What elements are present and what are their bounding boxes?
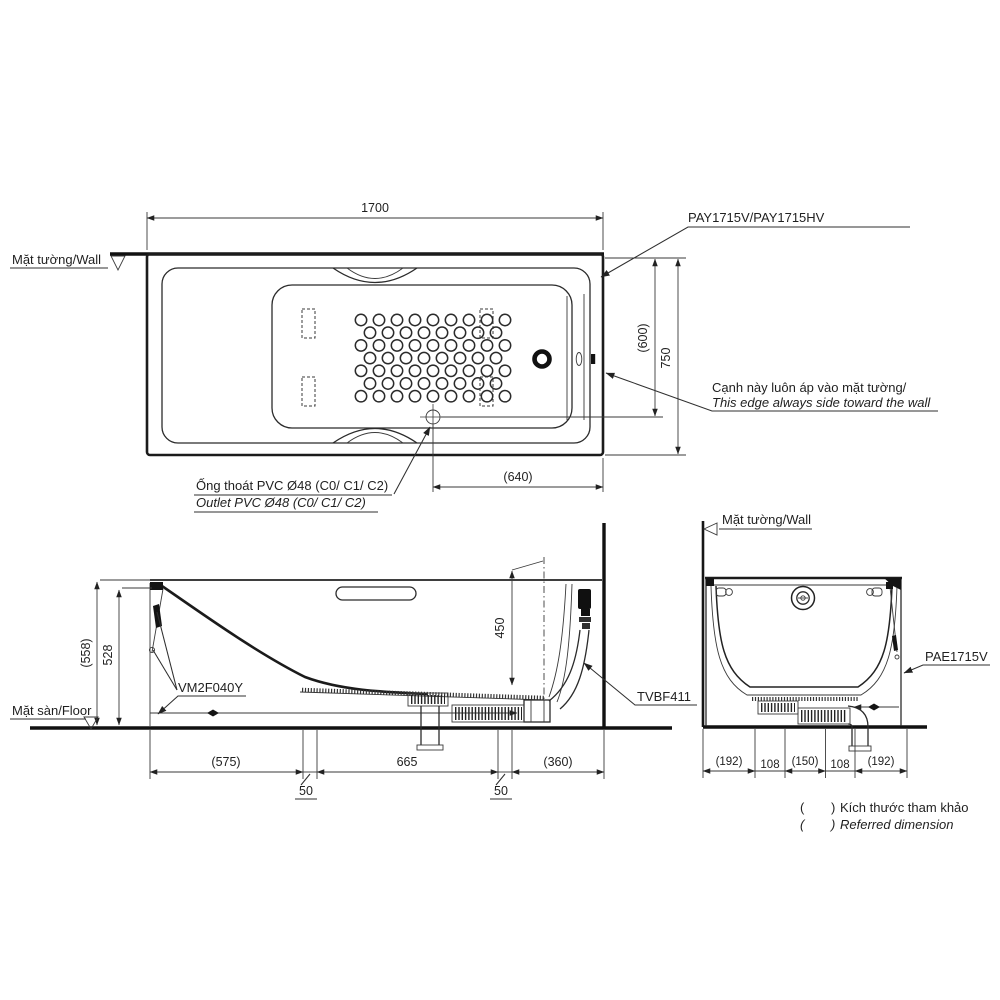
anti-slip-dot [472, 378, 483, 389]
dim-1700-group [147, 201, 603, 250]
anti-slip-dot [391, 340, 402, 351]
anti-slip-dot [427, 391, 438, 402]
anti-slip-dot [382, 352, 393, 363]
dim-1700: 1700 [361, 201, 389, 215]
dim-640-group [433, 425, 603, 492]
top-view [10, 201, 938, 512]
anti-slip-dot [454, 378, 465, 389]
grip-handle-side-icon [336, 587, 416, 600]
outlet-note-vi: Ống thoát PVC Ø48 (C0/ C1/ C2) [196, 478, 389, 493]
dim-50-right: 50 [494, 784, 508, 798]
anti-slip-dot [418, 327, 429, 338]
anti-slip-dot [391, 391, 402, 402]
side-bottom-dims [150, 730, 604, 799]
tub-basin-line [272, 285, 572, 428]
anti-slip-dot [400, 378, 411, 389]
part-vm-group [153, 612, 246, 714]
anti-slip-dot [418, 378, 429, 389]
anti-slip-dot [445, 314, 456, 325]
part-pae1715v: PAE1715V [925, 649, 988, 664]
rim-peg-left-icon [716, 588, 732, 596]
anti-slip-dot [481, 391, 492, 402]
dim-750: 750 [659, 347, 673, 369]
anti-slip-dot [472, 327, 483, 338]
anti-slip-dot [481, 340, 492, 351]
dim-450: 450 [493, 617, 507, 639]
rim-peg-right-icon [867, 588, 882, 596]
wall-label-top: Mặt tường/Wall [12, 252, 101, 267]
dim-600-750-group [441, 258, 686, 455]
anti-slip-dot [382, 378, 393, 389]
anti-slip-dot [373, 340, 384, 351]
anti-slip-dot [436, 352, 447, 363]
anti-slip-dot [364, 327, 375, 338]
anti-slip-dot [463, 391, 474, 402]
legend-close-2: ) [831, 817, 836, 832]
anti-slip-dot [418, 352, 429, 363]
dim-640: (640) [503, 470, 533, 484]
anti-slip-dot [364, 352, 375, 363]
anti-slip-dot [445, 391, 456, 402]
section-bottom-dims [703, 729, 907, 778]
dim-192-left: (192) [715, 756, 743, 768]
edge-note-en: This edge always side toward the wall [712, 395, 931, 410]
overflow-slot-icon [576, 353, 582, 366]
dim-575: (575) [211, 755, 241, 769]
anti-slip-dot [427, 340, 438, 351]
section-wall-arrow-icon [704, 523, 717, 535]
anti-slip-dot [490, 327, 501, 338]
anti-slip-dot [436, 327, 447, 338]
overflow-face-icon [792, 587, 815, 610]
anti-slip-dot [499, 391, 510, 402]
anti-slip-dot [481, 314, 492, 325]
anti-slip-dot [409, 314, 420, 325]
anti-slip-dot [391, 365, 402, 376]
dim-528: 528 [101, 644, 115, 666]
legend [800, 800, 969, 832]
part-vm2f040y: VM2F040Y [178, 680, 244, 695]
anti-slip-dot [409, 391, 420, 402]
legend-open-1: ( [800, 800, 805, 815]
part-pae-group [904, 649, 990, 673]
anti-slip-dot [373, 314, 384, 325]
grip-handle-top-icon [333, 268, 417, 283]
anti-slip-dot [364, 378, 375, 389]
anti-slip-dot [499, 314, 510, 325]
rim-notch-icon [591, 354, 595, 364]
legend-vi: Kích thước tham khảo [840, 800, 969, 815]
dim-50-left: 50 [299, 784, 313, 798]
dim-600: (600) [636, 323, 650, 353]
dim-150: (150) [791, 756, 819, 768]
anti-slip-dot [409, 340, 420, 351]
outlet-note-en: Outlet PVC Ø48 (C0/ C1/ C2) [196, 495, 366, 510]
dim-558: (558) [79, 638, 93, 668]
dim-108-left: 108 [760, 759, 780, 771]
anti-slip-dot [463, 365, 474, 376]
edge-note-vi: Cạnh này luôn áp vào mặt tường/ [712, 380, 907, 395]
section-view [703, 512, 990, 778]
anti-slip-dot [400, 352, 411, 363]
grip-handle-bottom-icon [333, 429, 417, 444]
front-leg-hardware [149, 582, 163, 653]
side-view [10, 523, 697, 799]
legend-close-1: ) [831, 800, 836, 815]
anti-slip-dot [463, 314, 474, 325]
anti-slip-dot [373, 391, 384, 402]
legend-en: Referred dimension [840, 817, 954, 832]
drain-plumbing [408, 693, 550, 750]
anti-slip-dot [436, 378, 447, 389]
anti-slip-dot [427, 314, 438, 325]
dim-360: (360) [543, 755, 573, 769]
anti-slip-dot [355, 340, 366, 351]
dim-192-right: (192) [867, 756, 895, 768]
anti-slip-dot [373, 365, 384, 376]
anti-slip-dot [355, 314, 366, 325]
section-basin-inner [716, 586, 892, 687]
anti-slip-pattern [355, 314, 510, 402]
wall-label-section: Mặt tường/Wall [722, 512, 811, 527]
anti-slip-dot [355, 391, 366, 402]
anti-slip-dot [445, 365, 456, 376]
anti-slip-dot [382, 327, 393, 338]
anti-slip-dot [427, 365, 438, 376]
model-label: PAY1715V/PAY1715HV [688, 210, 825, 225]
anti-slip-dot [454, 352, 465, 363]
drain-icon [535, 352, 550, 367]
anti-slip-dot [400, 327, 411, 338]
floor-label: Mặt sàn/Floor [12, 703, 92, 718]
part-tvbf411: TVBF411 [637, 689, 691, 704]
dim-450-group [493, 557, 544, 702]
wall-datum-icon [111, 256, 125, 270]
anti-slip-dot [490, 352, 501, 363]
legend-open-2: ( [800, 817, 805, 832]
anti-slip-dot [463, 340, 474, 351]
anti-slip-dot [445, 340, 456, 351]
anti-slip-dot [481, 365, 492, 376]
anti-slip-dot [391, 314, 402, 325]
anti-slip-dot [490, 378, 501, 389]
overflow-pipe-assembly [549, 589, 591, 709]
part-tvbf-group [584, 663, 697, 705]
anti-slip-dot [409, 365, 420, 376]
anti-slip-dot [499, 365, 510, 376]
dim-108-right: 108 [830, 759, 850, 771]
anti-slip-dot [454, 327, 465, 338]
anti-slip-dot [355, 365, 366, 376]
anti-slip-dot [472, 352, 483, 363]
dim-665: 665 [396, 755, 418, 769]
anti-slip-dot [499, 340, 510, 351]
